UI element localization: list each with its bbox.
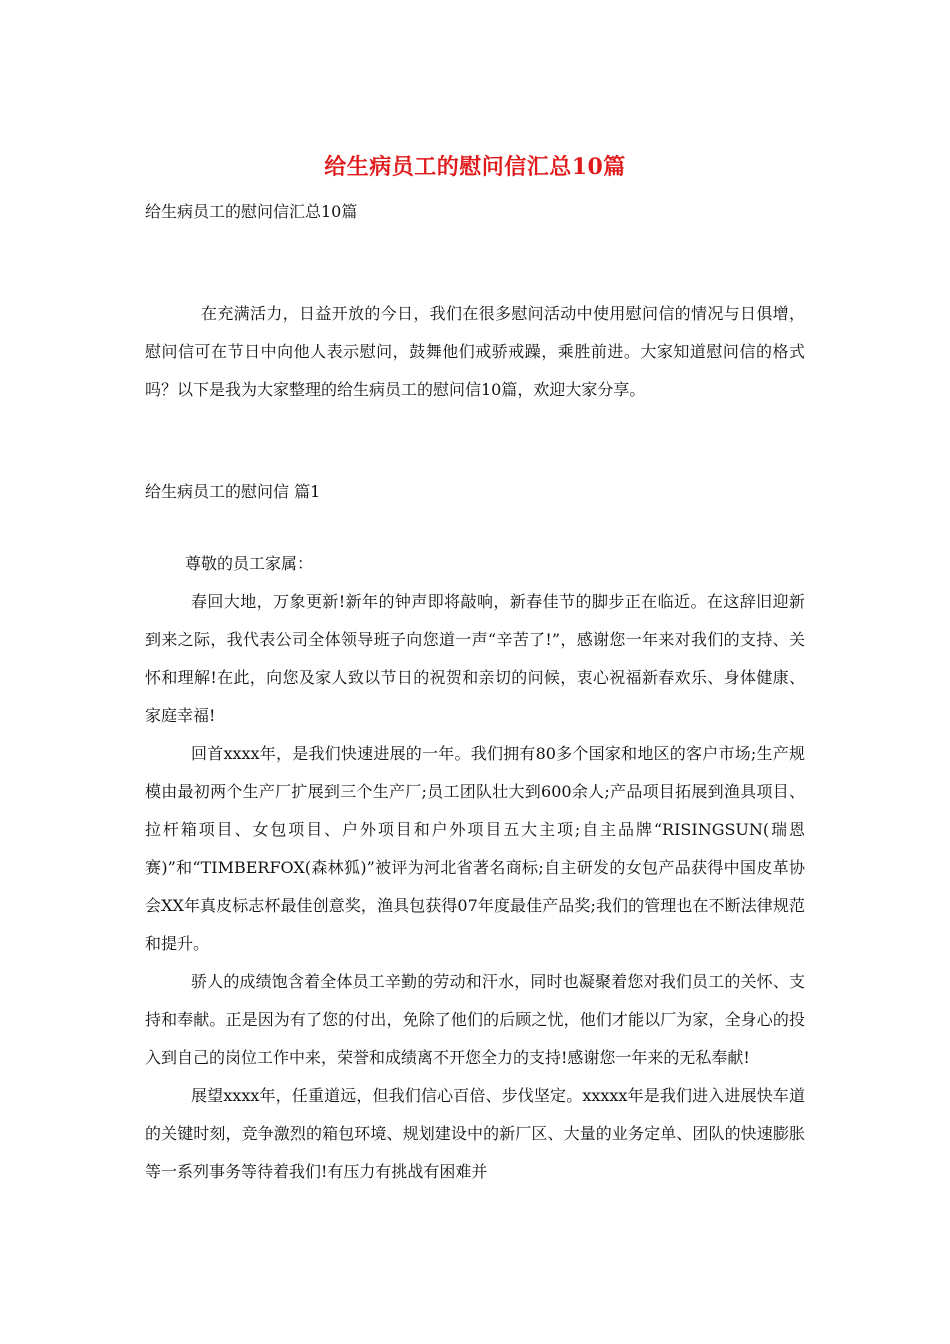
intro-paragraph: 在充满活力，日益开放的今日，我们在很多慰问活动中使用慰问信的情况与日俱增，慰问信可在节日中向他人表示慰问，鼓舞他们戒骄戒躁，乘胜前进。大家知道慰问信的格式吗？以下是我为大家整理的给生病员工的慰问信10篇，欢迎大家分享。 — [145, 304, 805, 399]
section-heading: 给生病员工的慰问信 篇1 — [145, 482, 321, 501]
letter-salutation: 尊敬的员工家属： — [185, 554, 314, 573]
letter-body — [145, 545, 805, 1191]
letter-paragraph: 展望xxxx年，任重道远，但我们信心百倍、步伐坚定。xxxxx年是我们进入进展快车道的关键时刻，竞争激烈的箱包环境、规划建设中的新厂区、大量的业务定单、团队的快速膨胀等一系列事务等待着我们!有压力有挑战有困难并 — [145, 1086, 805, 1181]
letter-paragraph: 回首xxxx年，是我们快速进展的一年。我们拥有80多个国家和地区的客户市场;生产规模由最初两个生产厂扩展到三个生产厂;员工团队壮大到600余人;产品项目拓展到渔具项目、拉杆箱项目、女包项目、户外项目和户外项目五大主项;自主品牌“RISINGSUN(瑞恩赛)”和“TIMBERFOX(森林狐)”被评为河北省著名商标;自主研发的女包产品获得中国皮革协会XX年真皮标志杯最佳创意奖，渔具包获得07年度最佳产品奖;我们的管理也在不断法律规范和提升。 — [145, 744, 805, 953]
document-title: 给生病员工的慰问信汇总10篇 — [324, 154, 626, 180]
document-subtitle: 给生病员工的慰问信汇总10篇 — [145, 202, 358, 221]
intro-section — [145, 295, 805, 409]
letter-paragraph: 骄人的成绩饱含着全体员工辛勤的劳动和汗水，同时也凝聚着您对我们员工的关怀、支持和奉献。正是因为有了您的付出，免除了他们的后顾之忧，他们才能以厂为家，全身心的投入到自己的岗位工作中来，荣誉和成绩离不开您全力的支持!感谢您一年来的无私奉献! — [145, 972, 805, 1067]
letter-paragraph: 春回大地，万象更新!新年的钟声即将敲响，新春佳节的脚步正在临近。在这辞旧迎新到来之际，我代表公司全体领导班子向您道一声“辛苦了!”，感谢您一年来对我们的支持、关怀和理解!在此，向您及家人致以节日的祝贺和亲切的问候，衷心祝福新春欢乐、身体健康、家庭幸福! — [145, 592, 805, 725]
